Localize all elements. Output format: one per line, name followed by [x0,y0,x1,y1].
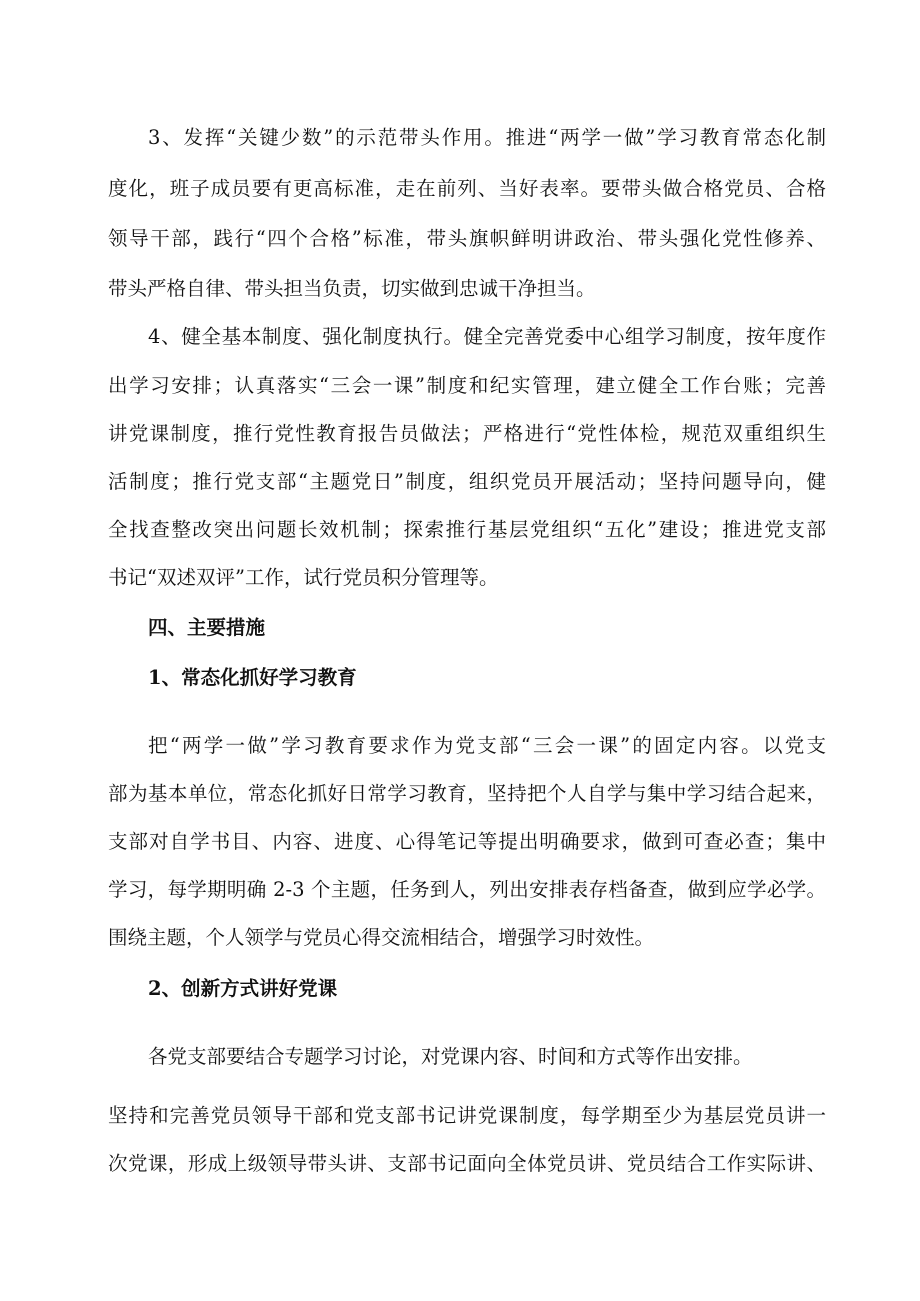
sub1-line-4: 学习，每学期明确 2-3 个主题，任务到人，列出安排表存档备查，做到应学必学。 [108,878,826,901]
paragraph-3-line-4: 带头严格自律、带头担当负责，切实做到忠诚干净担当。 [108,277,596,300]
section-heading: 四、主要措施 [148,616,266,639]
subheading-1: 1、常态化抓好学习教育 [148,666,357,689]
paragraph-4-line-3: 讲党课制度，推行党性教育报告员做法；严格进行“党性体检，规范双重组织生 [108,422,826,445]
sub2-line-1: 坚持和完善党员领导干部和党支部书记讲党课制度，每学期至少为基层党员讲一 [108,1104,826,1127]
paragraph-4-line-5: 全找查整改突出问题长效机制；探索推行基层党组织“五化”建设；推进党支部 [108,518,826,541]
paragraph-3-line-1: 3、发挥“关键少数”的示范带头作用。推进“两学一做”学习教育常态化制 [148,126,826,149]
sub1-line-5: 围绕主题，个人领学与党员心得交流相结合，增强学习时效性。 [108,926,655,949]
paragraph-4-line-6: 书记“双述双评”工作，试行党员积分管理等。 [108,566,499,589]
paragraph-3-line-3: 领导干部，践行“四个合格”标准，带头旗帜鲜明讲政治、带头强化党性修养、 [108,227,826,250]
paragraph-3-line-2: 度化，班子成员要有更高标准，走在前列、当好表率。要带头做合格党员、合格 [108,177,826,200]
paragraph-4-line-2: 出学习安排；认真落实“三会一课”制度和纪实管理，建立健全工作台账；完善 [108,374,826,397]
sub1-line-2: 部为基本单位，常态化抓好日常学习教育，坚持把个人自学与集中学习结合起来， [108,782,826,805]
sub2-intro: 各党支部要结合专题学习讨论，对党课内容、时间和方式等作出安排。 [148,1045,753,1068]
sub2-line-2: 次党课，形成上级领导带头讲、支部书记面向全体党员讲、党员结合工作实际讲、 [108,1152,826,1175]
paragraph-4-line-4: 活制度；推行党支部“主题党日”制度，组织党员开展活动；坚持问题导向，健 [108,470,826,493]
subheading-2: 2、创新方式讲好党课 [148,977,338,1000]
paragraph-4-line-1: 4、健全基本制度、强化制度执行。健全完善党委中心组学习制度，按年度作 [148,325,826,348]
sub1-line-3: 支部对自学书目、内容、进度、心得笔记等提出明确要求，做到可查必查；集中 [108,830,826,853]
sub1-line-1: 把“两学一做”学习教育要求作为党支部“三会一课”的固定内容。以党支 [148,734,826,757]
